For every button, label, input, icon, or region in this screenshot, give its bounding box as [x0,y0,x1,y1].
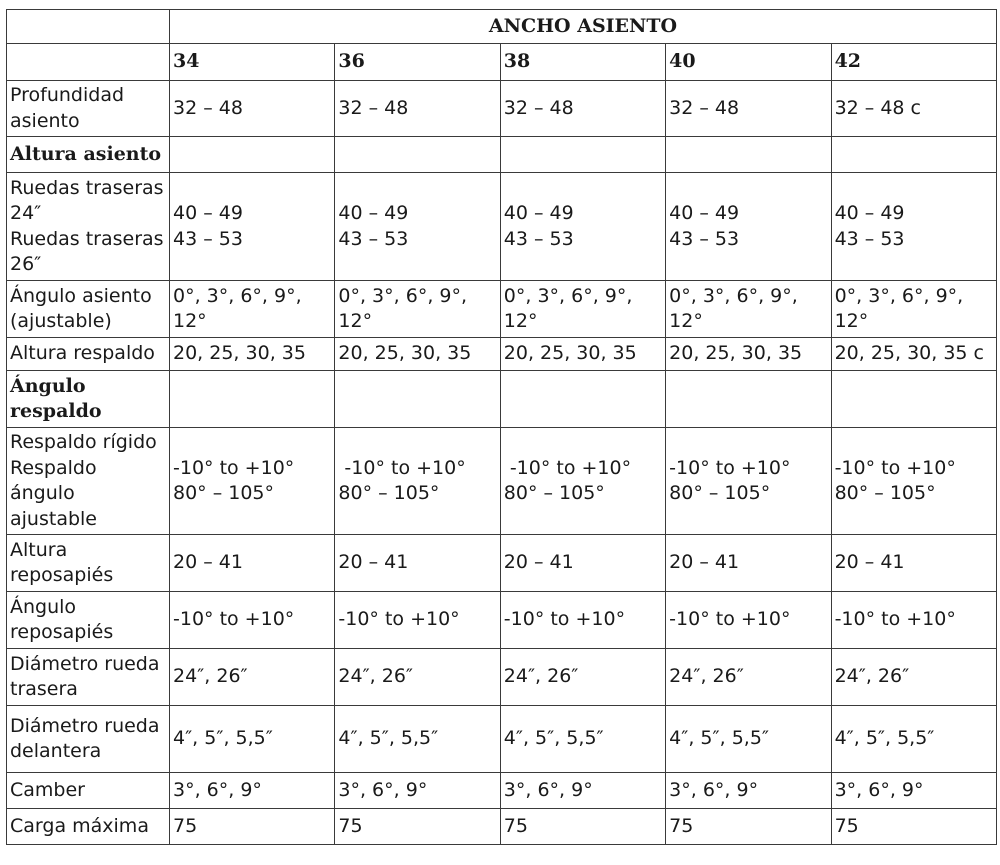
table-cell: 75 [831,809,996,845]
table-cell: 75 [335,809,500,845]
table-cell-empty [170,137,335,173]
cell-line: -10° to +10° [338,456,466,479]
table-cell: 20, 25, 30, 35 [666,338,831,371]
row-label-camber: Camber [7,773,170,809]
table-cell-empty [831,371,996,428]
table-cell: 20 – 41 [335,535,500,592]
table-cell: 32 – 48 [170,81,335,137]
table-row [7,649,997,706]
table-cell: 24″, 26″ [170,649,335,706]
table-cell: 0°, 3°, 6°, 9°, 12° [666,281,831,338]
width-header-40: 40 [666,44,831,81]
width-header-38: 38 [500,44,665,81]
table-cell-empty [500,371,665,428]
cell-line: 43 – 53 [338,227,409,250]
header-title: ANCHO ASIENTO [170,10,997,44]
row-label-ruedas-24: Ruedas traseras 24″ [10,176,164,224]
table-cell: -10° to +10° [500,592,665,649]
table-row [7,371,997,428]
row-label-respaldo-rigido: Respaldo rígido [10,431,157,453]
table-row [7,81,997,137]
table-cell: 4″, 5″, 5,5″ [170,706,335,773]
table-cell-empty [170,371,335,428]
table-cell: 32 – 48 [335,81,500,137]
table-cell: 32 – 48 [666,81,831,137]
table-cell [335,173,500,281]
table-cell: 75 [170,809,335,845]
cell-line: 80° – 105° [338,482,440,504]
cell-line: 40 – 49 [173,202,243,224]
table-row [7,706,997,773]
row-label-carga: Carga máxima [7,809,170,845]
row-label-ruedas [7,173,170,281]
table-cell: 3°, 6°, 9° [170,773,335,809]
table-row [7,535,997,592]
table-cell [335,428,500,535]
row-label-respaldo-ajustable: Respaldo ángulo ajustable [10,456,97,530]
table-cell: 4″, 5″, 5,5″ [666,706,831,773]
table-cell [831,428,996,535]
cell-line: -10° to +10° [503,456,632,479]
table-cell: 24″, 26″ [831,649,996,706]
table-row [7,281,997,338]
cell-line: 80° – 105° [503,482,605,504]
cell-line: 40 – 49 [669,202,740,224]
cell-line: 80° – 105° [669,482,771,504]
row-label-altura-reposapies: Altura reposapiés [7,535,170,592]
table-cell: 24″, 26″ [335,649,500,706]
table-cell: 20, 25, 30, 35 [335,338,500,371]
table-cell: -10° to +10° [666,592,831,649]
table-cell: 4″, 5″, 5,5″ [500,706,665,773]
table-cell: 75 [666,809,831,845]
table-cell: 20 – 41 [666,535,831,592]
row-label-diametro-delantera: Diámetro rueda delantera [7,706,170,773]
table-cell: 0°, 3°, 6°, 9°, 12° [170,281,335,338]
table-row [7,809,997,845]
row-label-altura-respaldo: Altura respaldo [7,338,170,371]
table-cell: 75 [500,809,665,845]
cell-line: 80° – 105° [173,482,275,504]
width-header-34: 34 [170,44,335,81]
table-row [7,428,997,535]
row-label-altura-asiento: Altura asiento [7,137,170,173]
cell-line: 40 – 49 [503,202,574,224]
table-cell: -10° to +10° [335,592,500,649]
table-cell-empty [666,371,831,428]
table-cell-empty [335,371,500,428]
cell-line: -10° to +10° [173,456,295,479]
wheelchair-spec-table [6,9,997,845]
table-cell: 3°, 6°, 9° [666,773,831,809]
table-cell [666,428,831,535]
row-label-profundidad: Profundidad asiento [7,81,170,137]
row-label-diametro-trasera: Diámetro rueda trasera [7,649,170,706]
table-cell: 4″, 5″, 5,5″ [831,706,996,773]
cell-line: 40 – 49 [834,202,905,224]
table-cell: 20 – 41 [500,535,665,592]
table-cell [666,173,831,281]
table-cell-empty [500,137,665,173]
table-cell: 0°, 3°, 6°, 9°, 12° [831,281,996,338]
cell-line: 80° – 105° [834,482,936,504]
table-cell: 3°, 6°, 9° [831,773,996,809]
header-corner-cell-2 [7,44,170,81]
table-cell-empty [666,137,831,173]
table-row [7,137,997,173]
table-cell-empty [335,137,500,173]
table-cell: 0°, 3°, 6°, 9°, 12° [500,281,665,338]
cell-line: 40 – 49 [338,202,409,224]
table-row [7,173,997,281]
row-label-ruedas-26: Ruedas traseras 26″ [10,227,164,275]
table-cell-empty [831,137,996,173]
cell-line: 43 – 53 [669,227,740,250]
table-cell: 3°, 6°, 9° [335,773,500,809]
table-cell: 24″, 26″ [500,649,665,706]
row-label-angulo-reposapies: Ángulo reposapiés [7,592,170,649]
width-header-42: 42 [831,44,996,81]
spec-table-container [6,9,997,845]
row-label-respaldo [7,428,170,535]
row-label-angulo-asiento: Ángulo asiento (ajustable) [7,281,170,338]
header-row-title [7,10,997,44]
table-cell: 24″, 26″ [666,649,831,706]
header-row-widths [7,44,997,81]
table-row [7,773,997,809]
table-cell: 0°, 3°, 6°, 9°, 12° [335,281,500,338]
table-row [7,338,997,371]
cell-line: 43 – 53 [503,227,574,250]
table-cell: -10° to +10° [831,592,996,649]
table-cell: 32 – 48 c [831,81,996,137]
header-corner-cell [7,10,170,44]
table-cell: 20 – 41 [170,535,335,592]
table-cell [170,173,335,281]
cell-line: -10° to +10° [834,456,956,479]
row-label-angulo-respaldo: Ángulo respaldo [7,371,170,428]
table-cell [500,428,665,535]
table-cell: 20, 25, 30, 35 c [831,338,996,371]
table-cell: -10° to +10° [170,592,335,649]
cell-line: 43 – 53 [834,227,905,250]
table-cell: 20, 25, 30, 35 [500,338,665,371]
table-cell: 20, 25, 30, 35 [170,338,335,371]
table-cell: 32 – 48 [500,81,665,137]
cell-line: 43 – 53 [173,227,243,250]
table-cell [500,173,665,281]
table-cell [170,428,335,535]
table-cell [831,173,996,281]
cell-line: -10° to +10° [669,456,791,479]
table-row [7,592,997,649]
table-cell: 4″, 5″, 5,5″ [335,706,500,773]
table-cell: 3°, 6°, 9° [500,773,665,809]
width-header-36: 36 [335,44,500,81]
table-cell: 20 – 41 [831,535,996,592]
